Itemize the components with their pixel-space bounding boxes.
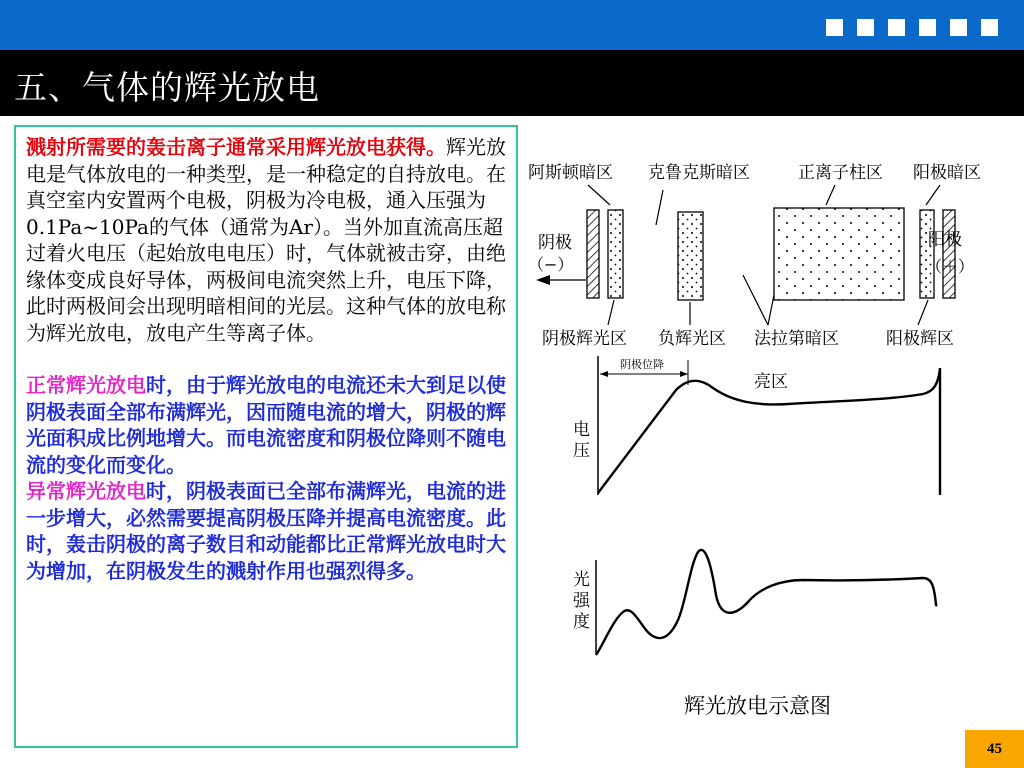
term-abnormal-glow: 异常辉光放电 <box>26 479 146 503</box>
cathode-sign: （−） <box>528 255 574 274</box>
square-icon <box>857 19 874 36</box>
page-number: 45 <box>987 740 1002 757</box>
square-icon <box>919 19 936 36</box>
paragraph-abnormal-glow <box>26 478 508 584</box>
square-icon <box>888 19 905 36</box>
cathode-plate <box>587 210 599 298</box>
title-bar <box>0 50 1024 116</box>
cathode-glow <box>608 210 623 298</box>
label-anode-glow: 阳极辉区 <box>886 329 954 349</box>
label-negative-glow: 负辉光区 <box>658 329 726 349</box>
label-cathode-glow: 阴极辉光区 <box>542 329 627 349</box>
term-normal-glow: 正常辉光放电 <box>26 373 146 397</box>
abnormal-glow-body: 时，阴极表面已全部布满辉光，电流的进一步增大，必然需要提高阴极压降并提高电流密度。此时，轰击阴极的离子数目和动能都比正常辉光放电时大为增加，在阴极发生的溅射作用也强烈得多。 <box>26 479 506 583</box>
text-content <box>26 134 508 584</box>
square-icon <box>950 19 967 36</box>
square-icon <box>981 19 998 36</box>
arrow-right-icon <box>680 371 688 377</box>
intensity-axis-label-3: 度 <box>573 612 590 632</box>
intro-body: 辉光放电是气体放电的一种类型，是一种稳定的自持放电。在真空室内安置两个电极，阴极为冷电极，通入压强为0.1Pa~10Pa的气体（通常为Ar）。当外加直流高压超过着火电压（起始放电电压）时，气体就被击穿，由绝缘体变成良好导体，两极间电流突然上升，电压下降，此时两极间会出现明暗相间的光层。这种气体的放电称为辉光放电，放电产生等离子体。 <box>26 135 506 345</box>
cathode-label: 阴极 <box>538 233 572 253</box>
arrow-left-icon <box>536 275 550 285</box>
intensity-axis-label-2: 强 <box>573 591 590 611</box>
anode-glow <box>920 210 934 298</box>
glow-discharge-figure <box>528 150 981 718</box>
voltage-axis-label-2: 压 <box>573 441 590 461</box>
positive-column <box>774 208 904 300</box>
paragraph-normal-glow <box>26 372 508 478</box>
text-box <box>14 125 518 748</box>
intensity-curve <box>596 550 937 655</box>
slide-title: 五、气体的辉光放电 <box>14 68 320 107</box>
anode-sign: （＋） <box>926 257 975 276</box>
highlight-red: 溅射所需要的轰击离子通常采用辉光放电获得。 <box>26 135 446 159</box>
voltage-axis-label-1: 电 <box>573 420 590 440</box>
anode-label: 阳极 <box>928 230 962 250</box>
label-crookes-dark: 克鲁克斯暗区 <box>648 163 750 183</box>
arrow-left-icon <box>600 371 608 377</box>
cathode-drop-label: 阴极位降 <box>620 358 664 371</box>
label-positive-column: 正离子柱区 <box>798 163 883 183</box>
label-faraday-dark: 法拉第暗区 <box>754 329 839 349</box>
paragraph-intro <box>26 134 508 346</box>
label-anode-dark: 阳极暗区 <box>913 163 981 183</box>
normal-glow-body: 时，由于辉光放电的电流还未大到足以使阴极表面全部布满辉光，因而随电流的增大，阴极的辉光面积成比例地增大。而电流密度和阴极位降则不随电流的变化而变化。 <box>26 373 506 477</box>
negative-glow <box>678 212 703 300</box>
bright-region-label: 亮区 <box>754 372 788 392</box>
top-bar <box>0 0 1024 50</box>
decorative-squares <box>826 19 998 36</box>
label-aston-dark: 阿斯顿暗区 <box>528 163 613 183</box>
figure-caption: 辉光放电示意图 <box>684 694 831 718</box>
page-number-box <box>965 730 1024 768</box>
square-icon <box>826 19 843 36</box>
intensity-axis-label-1: 光 <box>573 570 590 590</box>
anode-plate <box>943 210 955 298</box>
